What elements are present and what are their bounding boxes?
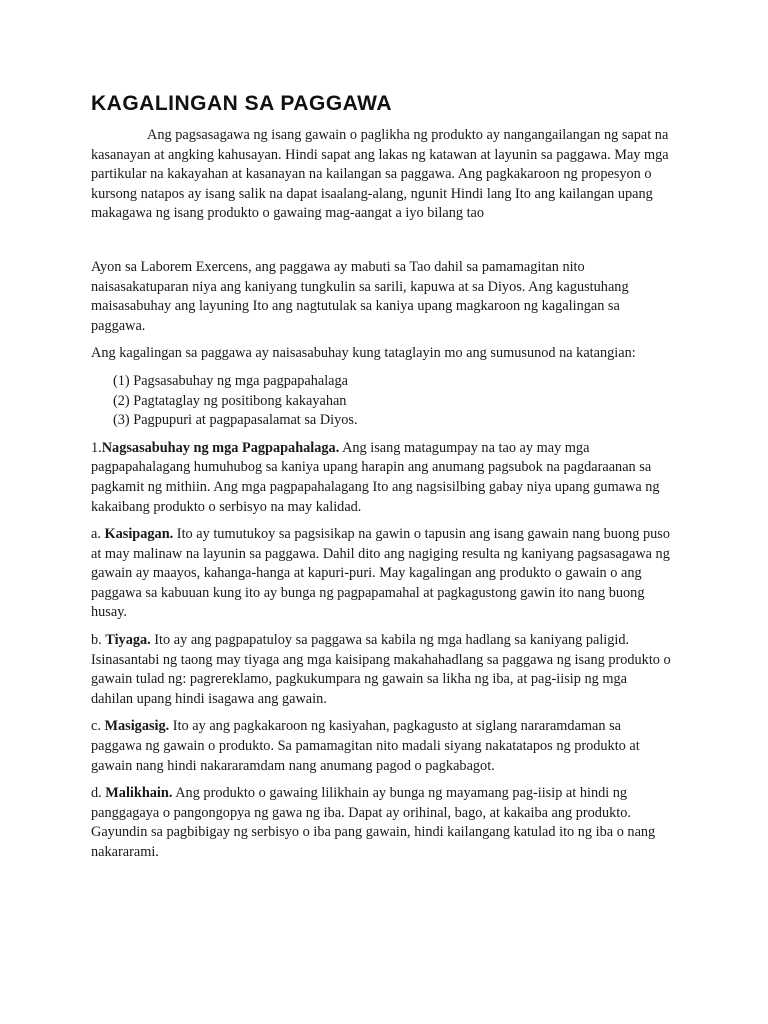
section-kasipagan (91, 525, 672, 623)
section-prefix: 1. (91, 439, 102, 456)
section-body: Ito ay tumutukoy sa pagsisikap na gawin o tapusin ang isang gawain nang buong puso at may malinaw na layunin sa paggawa. Dahil dito ang nagiging resulta ng kaniyang pagsasagawa ng gawain ay maayos, kahanga-hanga at kapuri-puri. May kagalingan ang produkto o gawain o ang paggawa sa kabuuan kung ito ay bunga ng pagpapamahal at pagkagustong gawin ito nang buong husay. (91, 526, 670, 621)
section-prefix: b. (91, 632, 106, 649)
section-heading: Nagsasabuhay ng mga Pagpapahalaga. (101, 439, 340, 456)
section-body: Ang isang matagumpay na tao ay may mga pagpapahalagang humuhubog sa kaniya upang harapin ang anumang pagsubok na pagdaraanan sa pagkamit ng mithiin. Ang mga pagpapahalagang Ito ang nagsisilbing gabay niya upang gumawa ng kakaibang produkto o serbisyo na may kalidad. (91, 439, 660, 515)
section-prefix: c. (91, 718, 105, 735)
intro-paragraph: Ang pagsasagawa ng isang gawain o paglikha ng produkto ay nangangailangan ng sapat na kasanayan at angking kahusayan. Hindi sapat ang lakas ng katawan at layunin sa paggawa. May mga partikular na kakayahan at kasanayan na kailangan sa paggawa. Ang pagkakaroon ng propesyon o kursong natapos ay isang salik na dapat isaalang-alang, ngunit Hindi lang Ito ang kailangan upang makagawa ng isang produkto o gawaing mag-aangat a iyo bilang tao (91, 127, 669, 222)
list-item: (1) Pagsasabuhay ng mga pagpapahalaga (113, 372, 349, 389)
section-heading: Malikhain. (105, 785, 173, 802)
document-title: KAGALINGAN SA PAGGAWA (91, 92, 393, 115)
traits-intro-paragraph: Ang kagalingan sa paggawa ay naisasabuhay kung tataglayin mo ang sumusunod na katangian: (91, 345, 636, 362)
section-malikhain (91, 784, 672, 862)
section-heading: Tiyaga. (105, 632, 151, 649)
section-body: Ito ay ang pagkakaroon ng kasiyahan, pagkagusto at siglang nararamdaman sa paggawa ng gawain o produkto. Sa pamamagitan nito madali siyang nakatatapos ng produkto at gawain nang hindi nakararamdam nang anumang pagod o pagkabagot. (91, 718, 640, 774)
section-body: Ito ay ang pagpapatuloy sa paggawa sa kabila ng mga hadlang sa kaniyang paligid. Isinasantabi ng taong may tiyaga ang mga kaisipang makahahadlang sa paggawa ng isang produkto o gawain tulad ng: pagrereklamo, pagkukumpara ng gawain sa likha ng iba, at pag-iisip ng mga dahilan upang hindi isagawa ang gawain. (91, 632, 671, 707)
section-body: Ang produkto o gawaing lilikhain ay bunga ng mayamang pag-iisip at hindi ng panggagaya o pangongopya ng gawa ng iba. Dapat ay orihinal, bago, at kakaiba ang produkto. Gayundin sa pagbibigay ng serbisyo o iba pang gawain, hindi kailangang katulad ito ng iba o nang nakararami. (91, 785, 656, 860)
section-values (91, 439, 672, 517)
section-heading: Kasipagan. (104, 526, 174, 543)
section-tiyaga (91, 631, 672, 709)
section-heading: Masigasig. (104, 718, 170, 735)
list-item: (3) Pagpupuri at pagpapasalamat sa Diyos. (113, 412, 358, 429)
laborem-paragraph: Ayon sa Laborem Exercens, ang paggawa ay mabuti sa Tao dahil sa pamamagitan nito naisasakatuparan niya ang kaniyang tungkulin sa sarili, kapuwa at sa Diyos. Ang kagustuhang maisasabuhay ang layuning Ito ang nagtutulak sa kaniya upang magkaroon ng kagalingan sa paggawa. (91, 258, 629, 334)
list-item: (2) Pagtataglay ng positibong kakayahan (113, 392, 347, 409)
section-masigasig (91, 717, 672, 776)
traits-list (91, 372, 672, 431)
section-prefix: a. (91, 526, 105, 543)
section-prefix: d. (91, 785, 106, 802)
